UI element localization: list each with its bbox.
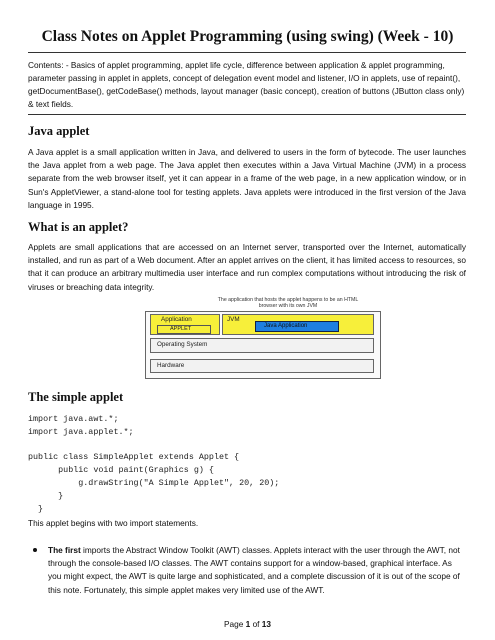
- code-block: import java.awt.*; import java.applet.*; public class SimpleApplet extends Applet { public void paint(Graphics g) { g.drawString("A Simple Applet", 20, 20); } }: [28, 414, 280, 514]
- applet-architecture-diagram: [145, 297, 385, 379]
- paragraph-after-code: This applet begins with two import statements.: [28, 518, 199, 528]
- jvm-box: [222, 314, 374, 335]
- java-application-box: [255, 321, 339, 332]
- application-box: [150, 314, 220, 335]
- title-rule: [28, 52, 466, 53]
- footer-prefix: Page: [223, 619, 246, 629]
- application-label: Application: [161, 316, 192, 323]
- footer-page: 1: [245, 619, 251, 629]
- bullet-lead: The first: [48, 545, 81, 555]
- paragraph-what-is-applet: Applets are small applications that are accessed on an Internet server, transported over the Internet, automatically installed, and run as part of a Web document. After an applet arrives on the client, it has limited access to resources, so that it can produce an arbitrary multimedia user interface and run complex computations without introducing the risk of viruses or breaching data integrity.: [28, 242, 466, 292]
- hardware-box: [150, 359, 374, 373]
- bullet-body: imports the Abstract Window Toolkit (AWT) classes. Applets interact with the user through the AWT, not through the console-based I/O classes. The AWT contains support for a window-based, graphical interface. As you might expect, the AWT is quite large and sophisticated, and a complete discussion of it is out of the scope of this note. Fortunately, this simple applet makes very limited use of the AWT.: [48, 545, 460, 595]
- bullet-item: [48, 544, 466, 597]
- heading-java-applet: Java applet: [28, 124, 90, 138]
- footer-sep: of: [250, 619, 262, 629]
- java-application-label: Java Application: [264, 323, 308, 329]
- contents-rule: [28, 114, 466, 115]
- bullet-dot-icon: [33, 548, 37, 552]
- page-title: Class Notes on Applet Programming (using swing) (Week - 10): [41, 28, 454, 45]
- diagram-caption: The application that hosts the applet happens to be an HTML browser with its own JVM: [217, 297, 359, 309]
- paragraph-java-applet: A Java applet is a small application written in Java, and delivered to users in the form of bytecode. The user launches the Java applet from a web page. The Java applet then executes within a Java Virtual Machine (JVM) in a process separate from the web browser itself, yet it can appear in a frame of the web page, in a new application window, or in Sun's AppletViewer, a stand-alone tool for testing applets. Java applets were introduced in the first version of the Java language in 1995.: [28, 147, 466, 210]
- applet-label: APPLET: [170, 326, 192, 332]
- hardware-label: Hardware: [157, 362, 185, 369]
- jvm-label: JVM: [227, 316, 240, 323]
- page-footer: [0, 619, 495, 629]
- applet-box: [157, 325, 211, 334]
- operating-system-box: [150, 338, 374, 353]
- bullet-list: [48, 544, 466, 597]
- footer-total: 13: [261, 619, 272, 629]
- heading-what-is-applet: What is an applet?: [28, 220, 129, 234]
- operating-system-label: Operating System: [157, 341, 208, 348]
- heading-simple-applet: The simple applet: [28, 390, 124, 404]
- contents-summary: Contents: - Basics of applet programming, applet life cycle, difference between application & applet programming, parameter passing in applet in applets, concept of delegation event model and listener, I/O in applets, use of repaint(), getDocumentBase(), getCodeBase() methods, layout manager (basic concept), creation of buttons (JButton class only) & text fields.: [28, 60, 465, 109]
